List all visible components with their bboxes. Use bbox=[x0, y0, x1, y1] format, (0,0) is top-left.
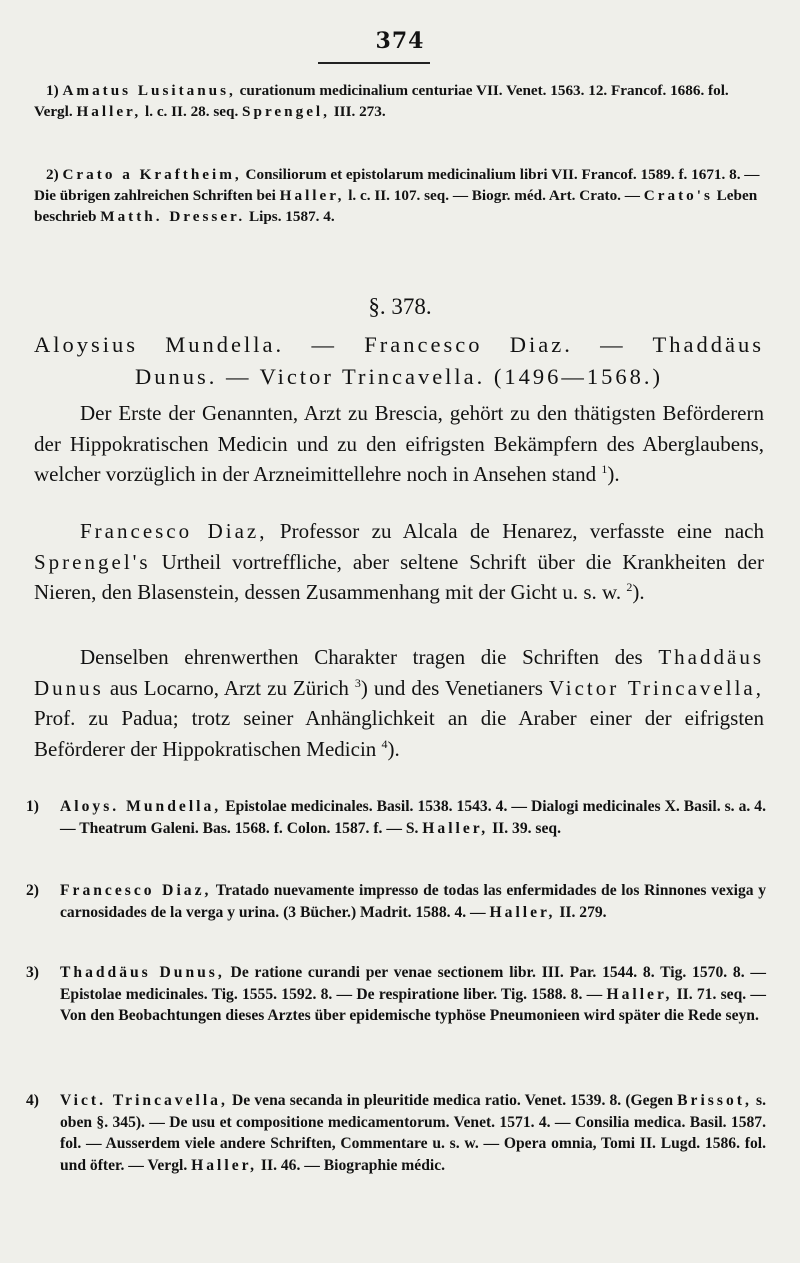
top-footnote-2 bbox=[34, 164, 762, 227]
footnote-ref: Haller, bbox=[191, 1156, 258, 1174]
footnote-text: De vena secanda in pleuritide medica ratio. Venet. 1539. 8. (Gegen bbox=[227, 1092, 678, 1109]
top-footnote-1 bbox=[34, 80, 762, 122]
footnote-author: Amatus Lusitanus, bbox=[62, 82, 236, 99]
paragraph-text: Der Erste der Genannten, Arzt zu Brescia, gehört zu den thätigsten Beförderern der Hippokratischen Medicin und zu den eifrigsten Bekämpfern des Aberglaubens, welcher vorzüglich in der Arzneimittellehre noch in Ansehen stand bbox=[34, 401, 764, 486]
footnote-ref: Brissot, bbox=[677, 1092, 752, 1109]
footnote-ref: Sprengel, bbox=[242, 103, 330, 120]
paragraph-3 bbox=[34, 642, 764, 764]
footnote-text: II. 71. seq. — Von den Beobachtungen dieses Arztes über epidemische typhöse Pneumonieen wird später die Rede seyn. bbox=[60, 985, 766, 1024]
paragraph-2 bbox=[34, 516, 764, 608]
footnote-ref: Haller, bbox=[76, 103, 142, 120]
paragraph-text: Denselben ehrenwerthen Charakter tragen die Schriften des bbox=[80, 645, 659, 669]
footnote-marker: 1) bbox=[46, 82, 59, 99]
section-heading-line-2: Dunus. — Victor Trincavella. (1496—1568.) bbox=[134, 364, 664, 389]
section-number: §. 378. bbox=[368, 294, 432, 319]
bottom-footnote-2 bbox=[26, 880, 766, 923]
footnote-ref: Haller, bbox=[279, 187, 345, 204]
footnote-ref-superscript: 2 bbox=[626, 580, 633, 594]
footnote-author: Francesco Diaz, bbox=[60, 882, 212, 899]
footnote-marker: 2) bbox=[46, 166, 59, 183]
footnote-text: Consiliorum et epistolarum medicinalium libri VII. Francof. 1589. f. 1671. 8. — Die übrigen zahlreichen Schriften bei bbox=[34, 166, 760, 204]
footnote-ref: Crato's bbox=[643, 187, 713, 204]
paragraph-text: Urtheil vortreffliche, aber seltene Schrift über die Krankheiten der Nieren, den Blasenstein, dessen Zusammenhang mit der Gicht u. s. w. bbox=[34, 549, 764, 604]
footnote-text: curationum medicinalium centuriae VII. Venet. 1563. 12. Francof. 1686. fol. Vergl. bbox=[34, 82, 729, 120]
footnote-author: Crato a Kraftheim, bbox=[62, 166, 242, 183]
footnote-text: II. 279. bbox=[555, 903, 607, 921]
header-rule bbox=[318, 62, 430, 64]
person-name: Francesco Diaz, bbox=[80, 519, 268, 543]
footnote-marker: 2) bbox=[26, 882, 39, 899]
footnote-text: l. c. II. 107. seq. — Biogr. méd. Art. Crato. — bbox=[344, 187, 644, 204]
footnote-marker: 1) bbox=[26, 798, 39, 815]
footnote-ref: Haller, bbox=[422, 819, 489, 837]
footnote-text: s. oben §. 345). — De usu et compositione medicamentorum. Venet. 1571. 4. — Consilia medica. Basil. 1587. fol. — Ausserdem viele andere Schriften, Commentare u. s. w. — Opera omnia, Tomi II. Lugd. 1586. fol. und öfter. — Vergl. bbox=[60, 1092, 766, 1174]
footnote-text: II. 39. seq. bbox=[488, 819, 561, 837]
footnote-ref-superscript: 3 bbox=[354, 675, 361, 690]
bottom-footnote-1 bbox=[26, 796, 766, 839]
paragraph-text: ). bbox=[632, 580, 645, 604]
paragraph-1 bbox=[34, 398, 764, 490]
paragraph-text: Professor zu Alcala de Henarez, verfasste eine nach bbox=[267, 519, 764, 543]
paragraph-text: ). bbox=[607, 462, 620, 486]
page-number: 374 bbox=[375, 28, 425, 54]
footnote-author: Thaddäus Dunus, bbox=[60, 964, 225, 981]
paragraph-text: ). bbox=[387, 736, 400, 761]
footnote-marker: 4) bbox=[26, 1092, 39, 1109]
bottom-footnote-3 bbox=[26, 962, 766, 1027]
footnote-author: Aloys. Mundella, bbox=[60, 798, 222, 815]
person-name: Victor Trincavella, bbox=[548, 675, 764, 700]
paragraph-text: aus Locarno, Arzt zu Zürich bbox=[103, 675, 355, 700]
footnote-text: Epistolae medicinales. Basil. 1538. 1543. 4. — Dialogi medicinales X. Basil. s. a. 4. — Theatrum Galeni. Bas. 1568. f. Colon. 1587. f. — S. bbox=[60, 798, 766, 837]
footnote-text: III. 273. bbox=[329, 103, 386, 120]
person-name: Thaddäus Dunus bbox=[34, 645, 764, 700]
footnote-ref: Haller, bbox=[606, 985, 673, 1003]
footnote-text: Leben beschrieb bbox=[34, 187, 758, 225]
footnote-ref-superscript: 4 bbox=[381, 736, 388, 751]
footnote-ref: Matth. Dresser. bbox=[100, 208, 246, 225]
person-name: Sprengel's bbox=[34, 549, 151, 574]
paragraph-text: ) und des Venetianers bbox=[360, 675, 549, 700]
footnote-text: De ratione curandi per venae sectionem libr. III. Par. 1544. 8. Tig. 1570. 8. — Epistolae medicinales. Tig. 1555. 1592. 8. — De respiratione liber. Tig. 1588. 8. — bbox=[60, 964, 766, 1003]
footnote-marker: 3) bbox=[26, 964, 39, 981]
footnote-text: Tratado nuevamente impresso de todas las enfermidades de los Rinnones vexiga y carnosidades de la verga y urina. (3 Bücher.) Madrit. 1588. 4. — bbox=[60, 882, 766, 921]
footnote-author: Vict. Trincavella, bbox=[60, 1092, 228, 1109]
bottom-footnote-4 bbox=[26, 1090, 766, 1176]
footnote-text: II. 46. — Biographie médic. bbox=[257, 1156, 446, 1174]
footnote-ref: Haller, bbox=[489, 903, 556, 921]
footnote-text: Lips. 1587. 4. bbox=[245, 208, 335, 225]
footnote-ref-superscript: 1 bbox=[601, 462, 608, 476]
paragraph-text: Prof. zu Padua; trotz seiner Anhänglichkeit an die Araber einer der eifrigsten Beförderer der Hippokratischen Medicin bbox=[34, 706, 764, 761]
section-heading-line-1: Aloysius Mundella. — Francesco Diaz. — Thaddäus bbox=[34, 332, 764, 357]
footnote-text: l. c. II. 28. seq. bbox=[141, 103, 243, 120]
